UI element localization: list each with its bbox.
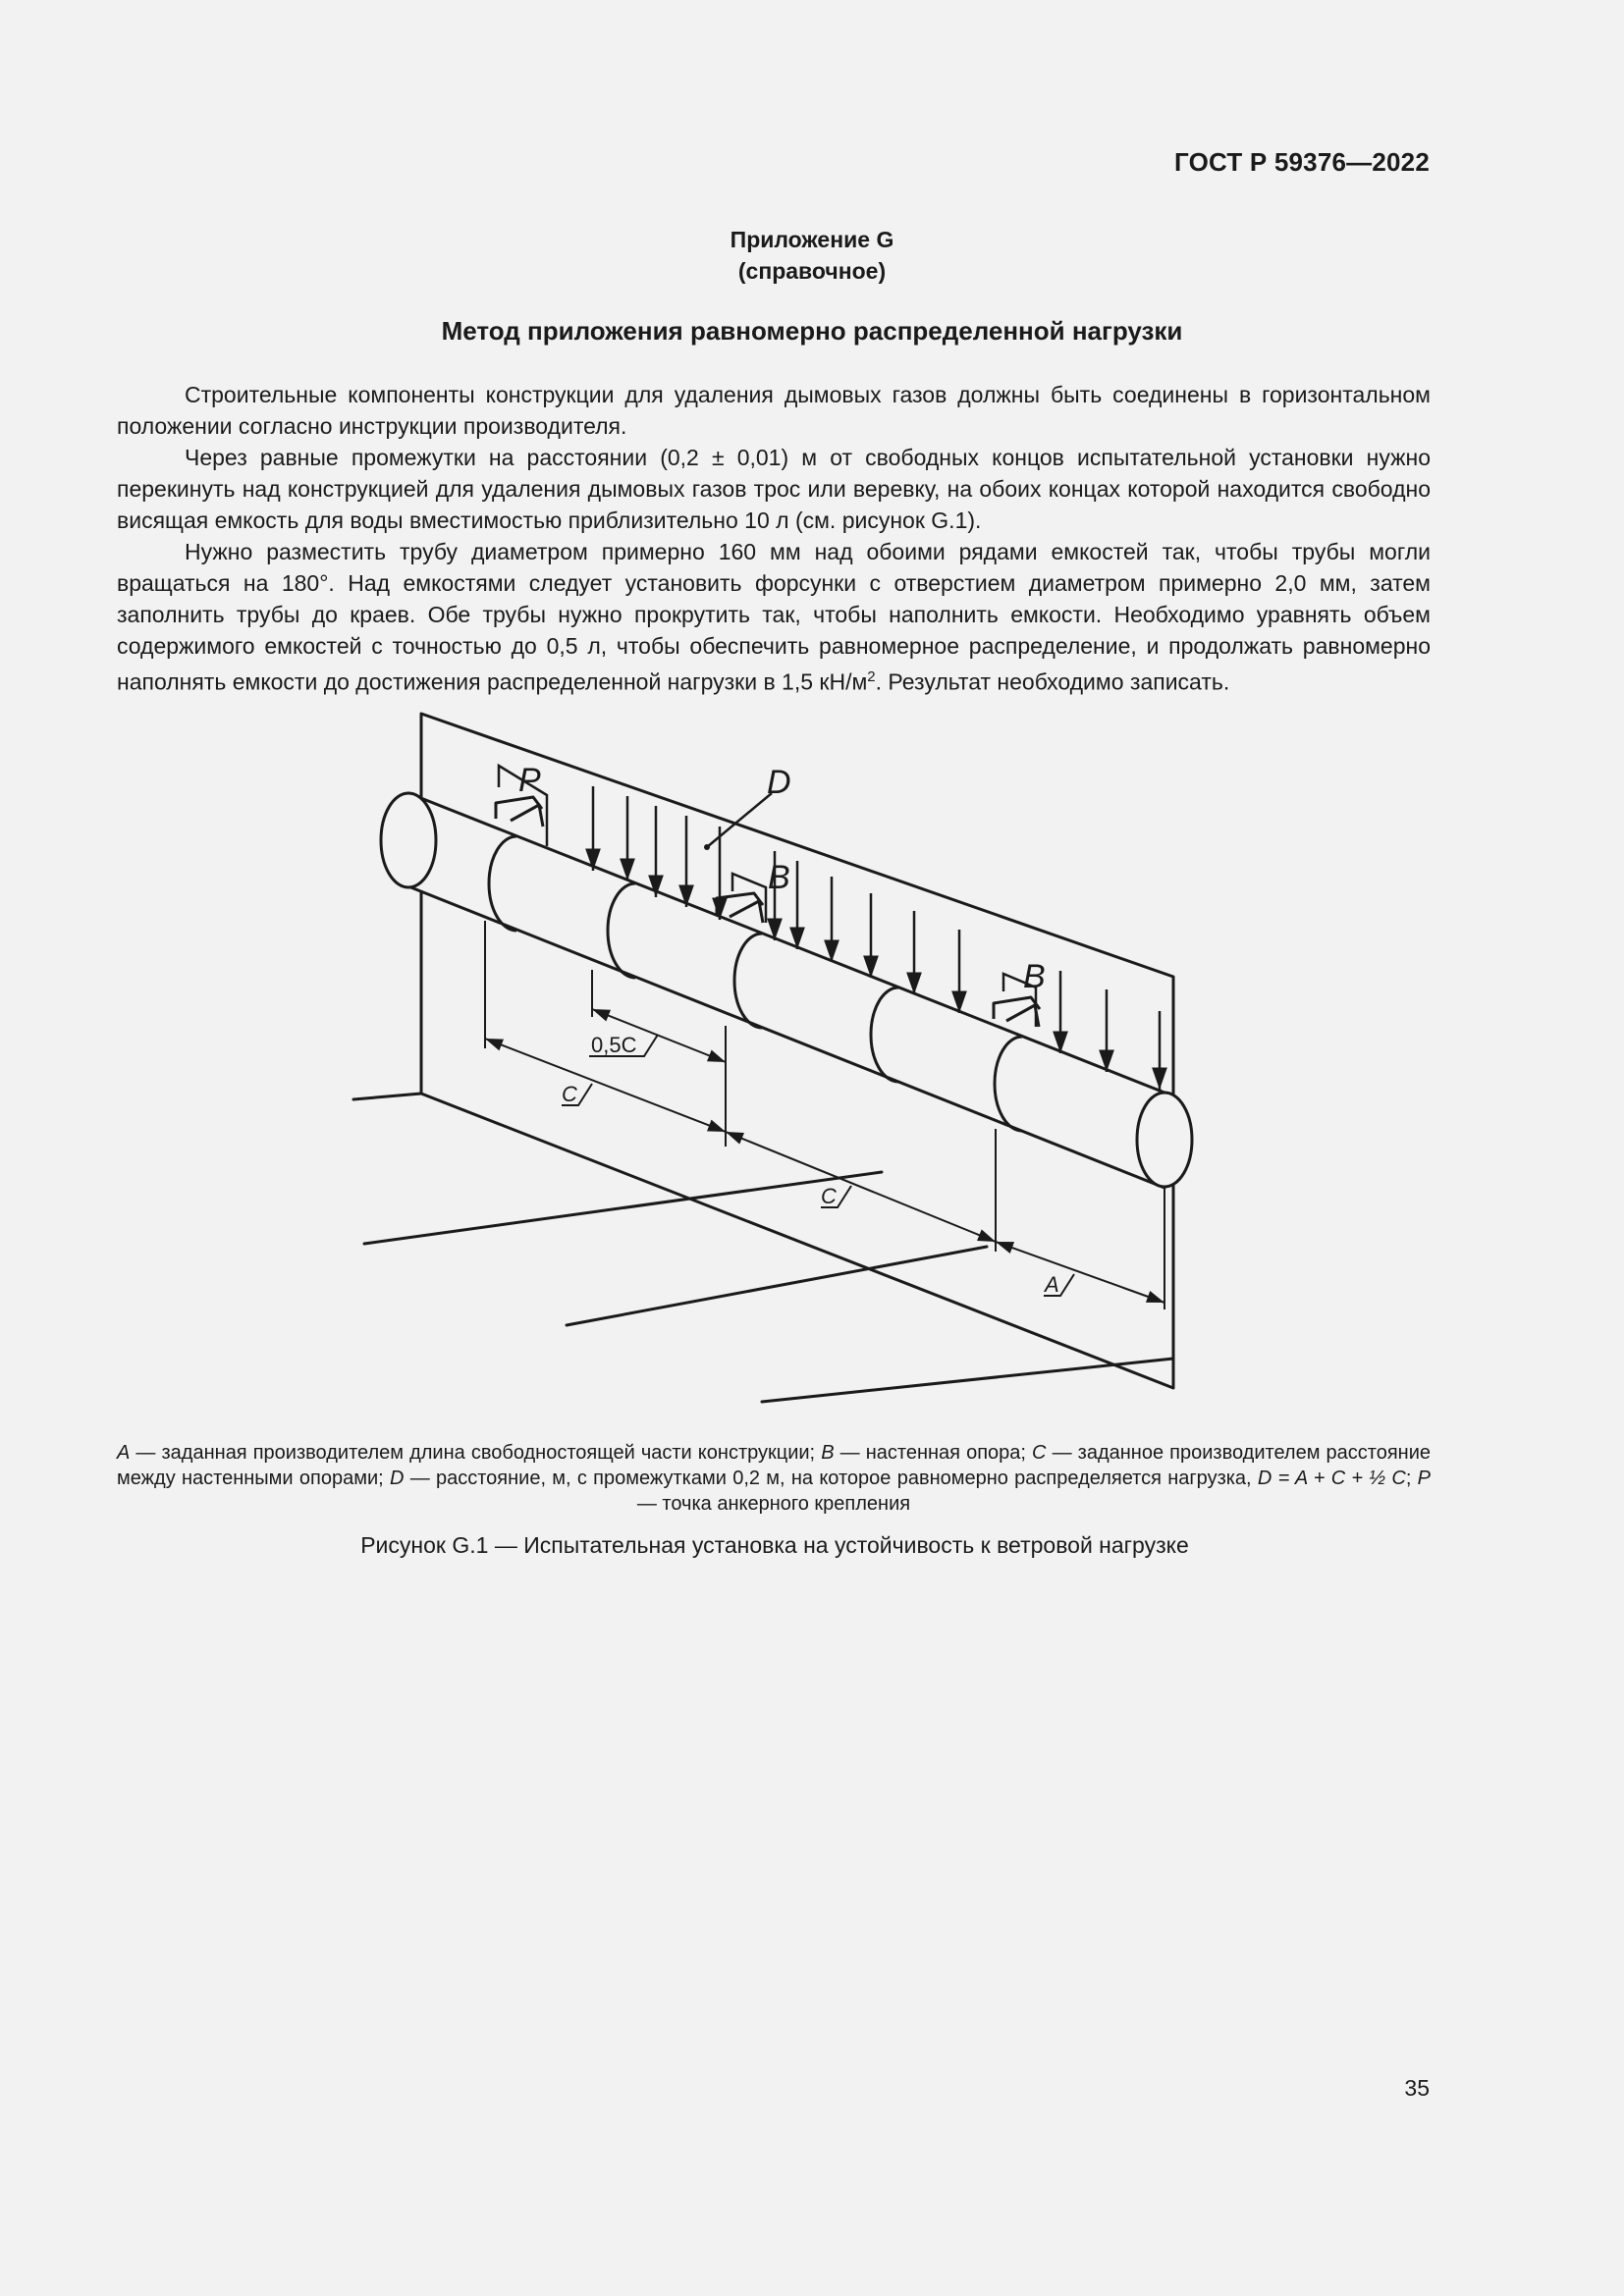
label-d: D [767, 764, 791, 801]
floor-line-3 [567, 1247, 987, 1325]
paragraph-2: Через равные промежутки на расстоянии (0,2 ± 0,01) м от свободных концов испытательной установки нужно перекинуть над конструкцией для удаления дымовых газов трос или веревку, на обоих концах которой находится свободно висящая емкость для воды вместимостью приблизительно 10 л (см. рисунок G.1). [117, 445, 1431, 533]
floor-line-2 [364, 1172, 882, 1244]
wall-support-1 [496, 797, 543, 827]
label-half-c: 0,5C [591, 1033, 637, 1057]
floor-line-1 [353, 1094, 421, 1099]
legend-p-text: — точка анкерного крепления [636, 1493, 911, 1515]
legend-d-symbol: D [389, 1468, 405, 1489]
dim-a [996, 1242, 1164, 1303]
legend-a-symbol: A [117, 1442, 131, 1464]
standard-number: ГОСТ Р 59376—2022 [1174, 147, 1430, 177]
label-c-2: C [821, 1184, 837, 1208]
legend-formula: D = A + C + ½ C [1257, 1468, 1406, 1489]
paragraph-3-superscript: 2 [867, 668, 876, 685]
legend-a-text: — заданная производителем длина свободностоящей части конструкции; [130, 1442, 822, 1464]
legend-separator: ; [1405, 1468, 1418, 1489]
paragraph-1: Строительные компоненты конструкции для удаления дымовых газов должны быть соединены в горизонтальном положении согласно инструкции производителя. [117, 382, 1431, 439]
legend-c-text: — заданное производителем расстояние между настенными опорами; [117, 1442, 1431, 1489]
appendix-status: (справочное) [737, 258, 887, 284]
floor-line-4 [762, 1359, 1173, 1402]
d-leader [707, 793, 772, 847]
figure-caption: Рисунок G.1 — Испытательная установка на устойчивость к ветровой нагрузке [360, 1532, 1189, 1558]
label-a: A [1045, 1272, 1059, 1297]
label-b-1: B [768, 859, 790, 896]
paragraph-3-text: Нужно разместить трубу диаметром примерно 160 мм над обоими рядами емкостей так, чтобы трубы могли вращаться на 180°. Над емкостями следует установить форсунки с отверстием диаметром примерно 2,0 мм, затем заполнить трубы до краев. Обе трубы нужно прокрутить так, чтобы наполнить емкости. Необходимо уравнять объем содержимого емкостей с точностью до 0,5 л, чтобы обеспечить равномерное распределение, и продолжать равномерно наполнять емкости до достижения распределенной нагрузки в 1,5 кН/м [117, 539, 1431, 695]
label-p: P [518, 762, 541, 799]
section-heading: Метод приложения равномерно распределенной нагрузки [441, 316, 1183, 346]
pipe-segment-1 [381, 793, 436, 887]
pipe-end [1137, 1093, 1192, 1187]
pipe-body [408, 793, 1164, 1188]
legend-d-text: — расстояние, м, с промежутками 0,2 м, на которое равномерно распределяется нагрузка, [404, 1468, 1258, 1489]
label-c-1: C [562, 1082, 577, 1106]
legend-c-symbol: C [1032, 1442, 1047, 1464]
label-b-2: B [1023, 958, 1046, 995]
legend-b-text: — настенная опора; [834, 1442, 1033, 1464]
legend-p-symbol: P [1417, 1468, 1431, 1489]
appendix-label: Приложение G [730, 227, 894, 252]
paragraph-3-tail: . Результат необходимо записать. [875, 668, 1230, 695]
wall-support-3 [994, 997, 1040, 1027]
d-point [704, 844, 710, 850]
page-number: 35 [1404, 2075, 1430, 2101]
figure-legend [117, 1440, 1431, 1517]
legend-b-symbol: B [821, 1442, 835, 1464]
